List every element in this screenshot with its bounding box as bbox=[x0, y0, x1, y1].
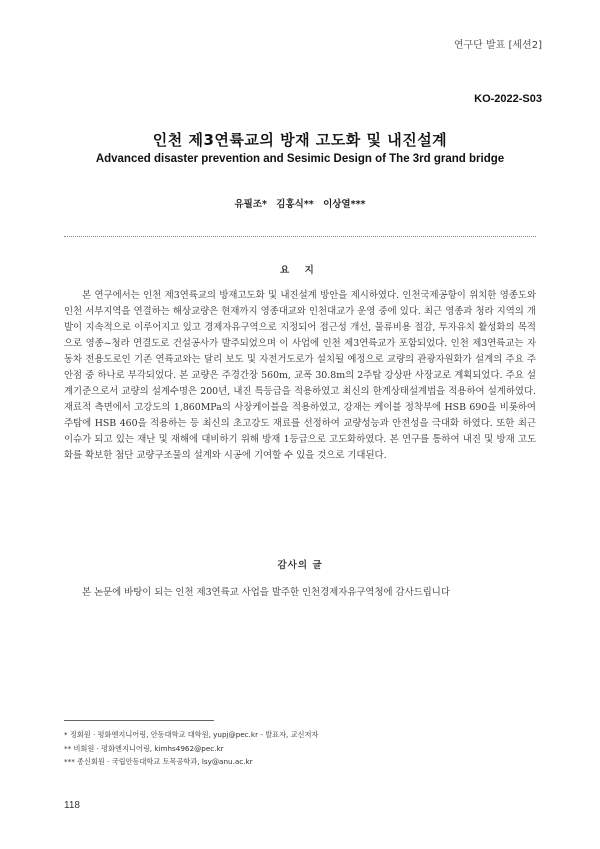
abstract-heading: 요 지 bbox=[280, 265, 320, 276]
author-list: 유필조* 김홍식** 이상열*** bbox=[234, 199, 366, 210]
paper-title-english: Advanced disaster prevention and Sesimic Design of The 3rd grand bridge bbox=[95, 153, 505, 165]
footnote-author-1: * 정회원 · 평화엔지니어링, 안동대학교 대학원, yupj@pec.kr - 발표자, 교신저자 bbox=[64, 730, 319, 739]
page-number: 118 bbox=[64, 800, 80, 811]
acknowledgment-body: 본 논문에 바탕이 되는 인천 제3연륙교 사업을 발주한 인천경제자유구역청에 감사드립니다 bbox=[82, 587, 450, 598]
footnotes bbox=[64, 728, 536, 769]
running-head: 연구단 발표 [세션2] bbox=[453, 40, 542, 51]
section-divider bbox=[64, 236, 536, 237]
footnote-author-2: ** 비회원 · 평화엔지니어링, kimhs4962@pec.kr bbox=[64, 743, 224, 753]
footnote-rule bbox=[64, 720, 214, 721]
acknowledgment-heading: 감사의 글 bbox=[277, 560, 323, 571]
abstract-body: 본 연구에서는 인천 제3연륙교의 방재고도화 및 내진설계 방안을 제시하였다. 인천국제공항이 위치한 영종도와 인천 서부지역을 연결하는 해상교량은 현재까지 영종대교와 인천대교가 운영 중에 있다. 최근 영종과 청라 지역의 개발이 지속적으로 이루어지고 있고 경제자유구역으로 지정되어 접근성 개선, 물류비용 절감, 투자유치 활성화의 목적으로 영종~청라 연결도로 건설공사가 발주되었으며 이 사업에 인천 제3연륙교가 포함되었다. 인천 제3연륙교는 자동차 전용도로인 기존 연륙교와는 달리 보도 및 자전거도로가 설치될 예정으로 교량의 관광자원화가 설계의 주요 주안점 중 하나로 부각되었다. 본 교량은 주경간장 560m, 교폭 30.8m의 2주탑 강상판 사장교로 계획되었다. 주요 설계기준으로서 교량의 설계수명은 200년, 내진 특등급을 적용하였고 최신의 한계상태설계법을 적용하여 설계하였다. 재료적 측면에서 고강도의 1,860MPa의 사장케이블을 적용하였고, 강재는 케이블 정착부에 HSB 690을 비롯하여 주탑에 HSB 460을 적용하는 등 최신의 초고강도 재료를 선정하여 교량성능과 안전성을 극대화 하였다. 또한 최근 이슈가 되고 있는 재난 및 재해에 대비하기 위해 방재 1등급으로 고도화하였다. 본 연구를 통하여 내진 및 방재 고도화를 확보한 첨단 교량구조물의 설계와 시공에 기여할 수 있을 것으로 기대된다. bbox=[64, 290, 536, 461]
paper-title-korean: 인천 제3연륙교의 방재 고도화 및 내진설계 bbox=[152, 131, 448, 149]
paper-code: KO-2022-S03 bbox=[474, 93, 542, 105]
footnote-author-3: *** 종신회원 · 국립안동대학교 토목공학과, lsy@anu.ac.kr bbox=[64, 757, 253, 766]
